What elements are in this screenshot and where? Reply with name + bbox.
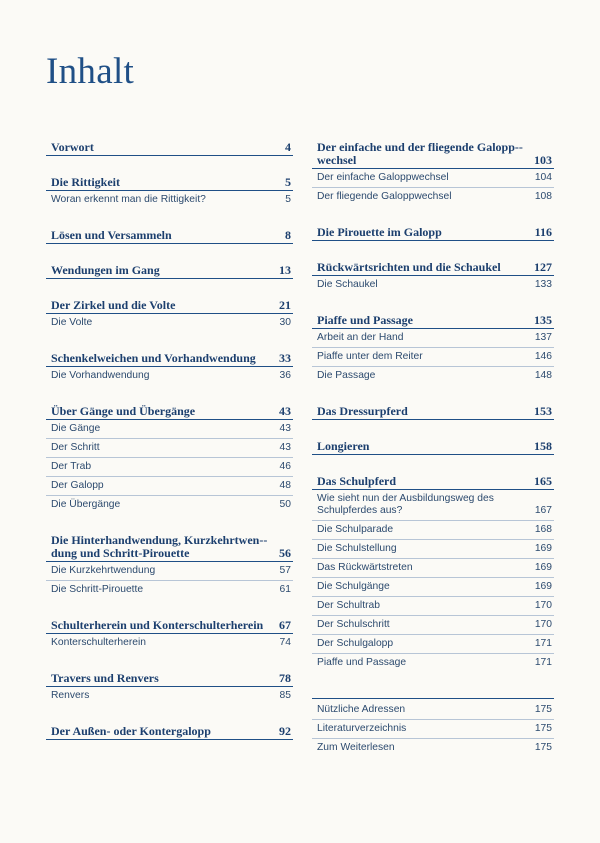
- toc-section: [312, 226, 554, 241]
- toc-chapter-title: Die Pirouette im Galopp: [317, 225, 442, 239]
- toc-subentry[interactable]: [312, 169, 554, 188]
- toc-subentry-page: 5: [285, 194, 291, 205]
- page-title: Inhalt: [46, 51, 135, 92]
- toc-chapter-title: Die Rittigkeit: [51, 175, 120, 189]
- toc-section: [46, 534, 293, 599]
- toc-subentry[interactable]: [312, 329, 554, 348]
- toc-subentry-title: Die Gänge: [51, 423, 101, 434]
- toc-chapter-title: Vorwort: [51, 140, 94, 154]
- toc-chapter-title: Über Gänge und Übergänge: [51, 404, 196, 418]
- toc-chapter-page: 8: [285, 228, 291, 242]
- toc-subentry[interactable]: [312, 654, 554, 672]
- toc-subentry-title: Die Passage: [317, 370, 376, 381]
- toc-chapter-page: 103: [534, 153, 552, 167]
- toc-section: [312, 261, 554, 294]
- toc-chapter[interactable]: [312, 405, 554, 420]
- toc-chapter-title: Schenkelweichen und Vorhandwendung: [51, 351, 256, 365]
- toc-subentry-title: Der einfache Galoppwechsel: [317, 172, 449, 183]
- toc-section: [46, 264, 293, 279]
- toc-subentry[interactable]: [312, 521, 554, 540]
- toc-subentry-page: 104: [534, 172, 552, 183]
- toc-section: [46, 352, 293, 385]
- toc-chapter-page: 43: [279, 404, 291, 418]
- toc-subentry-page: 169: [534, 562, 552, 573]
- toc-subentry[interactable]: [46, 191, 293, 209]
- toc-chapter-title: Schulterherein und Konterschulterherein: [51, 618, 264, 632]
- toc-section: [312, 141, 554, 206]
- toc-subentry-title: Arbeit an der Hand: [317, 332, 404, 343]
- toc-subentry[interactable]: [312, 276, 554, 294]
- toc-section: [46, 176, 293, 209]
- toc-subentry-title: Die Schaukel: [317, 279, 378, 290]
- toc-subentry[interactable]: [46, 439, 293, 458]
- toc-subentry-page: 171: [534, 638, 552, 649]
- toc-subentry[interactable]: [312, 635, 554, 654]
- toc-chapter-page: 165: [534, 474, 552, 488]
- toc-subentry-title: Wie sieht nun der Ausbildungsweg des Schulpferdes aus?: [317, 493, 494, 516]
- toc-subentry-title: Die Volte: [51, 317, 93, 328]
- toc-subentry-page: 43: [279, 442, 291, 453]
- toc-chapter-page: 116: [534, 225, 552, 239]
- toc-subentry[interactable]: [46, 496, 293, 514]
- toc-subentry[interactable]: [312, 578, 554, 597]
- toc-subentry-page: 30: [279, 317, 291, 328]
- toc-appendix-entry-title: Zum Weiterlesen: [317, 742, 395, 753]
- toc-subentry[interactable]: [46, 458, 293, 477]
- toc-section: [46, 725, 293, 740]
- toc-chapter[interactable]: [46, 299, 293, 314]
- toc-chapter-page: 13: [279, 263, 291, 277]
- toc-subentry-title: Der Galopp: [51, 480, 104, 491]
- toc-appendix-entry-title: Nützliche Adressen: [317, 704, 406, 715]
- toc-chapter-title: Travers und Renvers: [51, 671, 159, 685]
- toc-chapter-page: 92: [279, 724, 291, 738]
- toc-chapter-title: Die Hinterhandwendung, Kurzkehrtwen-dung und Schritt-Pirouette: [51, 533, 268, 560]
- toc-left-column: [46, 141, 293, 740]
- toc-subentry-title: Renvers: [51, 690, 90, 701]
- toc-chapter-title: Longieren: [317, 439, 370, 453]
- toc-subentry-title: Die Schritt-Pirouette: [51, 584, 144, 595]
- toc-chapter-title: Der Zirkel und die Volte: [51, 298, 176, 312]
- toc-subentry[interactable]: [312, 490, 554, 521]
- toc-subentry[interactable]: [46, 314, 293, 332]
- toc-subentry[interactable]: [312, 559, 554, 578]
- toc-subentry-title: Piaffe unter dem Reiter: [317, 351, 423, 362]
- toc-appendix-entry-title: Literaturverzeichnis: [317, 723, 407, 734]
- toc-section: [46, 229, 293, 244]
- toc-right-column: [312, 141, 554, 757]
- toc-chapter-title: Der einfache und der fliegende Galopp-wechsel: [317, 140, 523, 167]
- toc-chapter[interactable]: [46, 725, 293, 740]
- toc-subentry[interactable]: [46, 687, 293, 705]
- toc-subentry-page: 168: [534, 524, 552, 535]
- toc-subentry-title: Der Trab: [51, 461, 92, 472]
- toc-subentry-title: Die Übergänge: [51, 499, 121, 510]
- toc-subentry-page: 169: [534, 581, 552, 592]
- toc-appendix-entry[interactable]: [312, 720, 554, 739]
- toc-chapter[interactable]: [312, 261, 554, 276]
- toc-chapter-page: 56: [279, 546, 291, 560]
- toc-chapter[interactable]: [46, 405, 293, 420]
- toc-subentry-page: 74: [279, 637, 291, 648]
- toc-chapter[interactable]: [46, 176, 293, 191]
- toc-subentry-page: 50: [279, 499, 291, 510]
- toc-chapter-title: Wendungen im Gang: [51, 263, 160, 277]
- toc-section: [312, 405, 554, 420]
- toc-section: [312, 314, 554, 385]
- toc-chapter[interactable]: [312, 141, 554, 169]
- toc-subentry-page: 137: [534, 332, 552, 343]
- toc-chapter[interactable]: [46, 672, 293, 687]
- toc-subentry-page: 46: [279, 461, 291, 472]
- toc-subentry[interactable]: [46, 367, 293, 385]
- toc-subentry[interactable]: [46, 634, 293, 652]
- toc-subentry-title: Das Rückwärtstreten: [317, 562, 413, 573]
- toc-subentry-title: Die Schulstellung: [317, 543, 397, 554]
- toc-subentry[interactable]: [46, 420, 293, 439]
- toc-appendix-entry[interactable]: [312, 701, 554, 720]
- toc-chapter-page: 5: [285, 175, 291, 189]
- toc-subentry-title: Konterschulterherein: [51, 637, 147, 648]
- toc-subentry-page: 85: [279, 690, 291, 701]
- toc-subentry[interactable]: [46, 477, 293, 496]
- toc-subentry-title: Piaffe und Passage: [317, 657, 407, 668]
- toc-appendix-entry-page: 175: [534, 704, 552, 715]
- toc-appendix-entry-page: 175: [534, 723, 552, 734]
- toc-subentry-title: Woran erkennt man die Rittigkeit?: [51, 194, 206, 205]
- toc-subentry-page: 36: [279, 370, 291, 381]
- toc-section: [46, 141, 293, 156]
- toc-subentry[interactable]: [312, 367, 554, 385]
- toc-chapter-page: 78: [279, 671, 291, 685]
- toc-chapter[interactable]: [46, 534, 293, 562]
- toc-subentry-page: 108: [534, 191, 552, 202]
- toc-chapter[interactable]: [312, 314, 554, 329]
- toc-subentry[interactable]: [312, 540, 554, 559]
- toc-subentry[interactable]: [312, 348, 554, 367]
- toc-chapter-title: Rückwärtsrichten und die Schaukel: [317, 260, 501, 274]
- toc-chapter-page: 33: [279, 351, 291, 365]
- toc-subentry-title: Der Schultrab: [317, 600, 380, 611]
- toc-chapter[interactable]: [46, 264, 293, 279]
- toc-chapter-title: Der Außen- oder Kontergalopp: [51, 724, 211, 738]
- toc-chapter[interactable]: [312, 226, 554, 241]
- toc-chapter[interactable]: [46, 352, 293, 367]
- toc-chapter-title: Lösen und Versammeln: [51, 228, 172, 242]
- toc-subentry[interactable]: [312, 188, 554, 206]
- toc-chapter[interactable]: [312, 440, 554, 455]
- toc-chapter-page: 158: [534, 439, 552, 453]
- toc-subentry-title: Die Schulgänge: [317, 581, 390, 592]
- toc-subentry-page: 148: [534, 370, 552, 381]
- toc-subentry-title: Der Schulgalopp: [317, 638, 394, 649]
- toc-chapter-page: 135: [534, 313, 552, 327]
- toc-chapter[interactable]: [46, 229, 293, 244]
- toc-subentry[interactable]: [312, 616, 554, 635]
- toc-chapter-page: 153: [534, 404, 552, 418]
- toc-section: [312, 440, 554, 455]
- toc-appendix-entry[interactable]: [312, 739, 554, 757]
- toc-chapter-page: 127: [534, 260, 552, 274]
- toc-subentry-page: 171: [534, 657, 552, 668]
- toc-chapter[interactable]: [46, 141, 293, 156]
- toc-subentry-title: Der Schritt: [51, 442, 100, 453]
- toc-subentry[interactable]: [46, 581, 293, 599]
- toc-subentry-page: 61: [279, 584, 291, 595]
- toc-subentry[interactable]: [312, 597, 554, 616]
- toc-chapter-title: Piaffe und Passage: [317, 313, 413, 327]
- toc-subentry-title: Der fliegende Galoppwechsel: [317, 191, 452, 202]
- toc-subentry-title: Der Schulschritt: [317, 619, 390, 630]
- toc-chapter-page: 4: [285, 140, 291, 154]
- toc-subentry-page: 169: [534, 543, 552, 554]
- toc-subentry[interactable]: [46, 562, 293, 581]
- toc-subentry-page: 170: [534, 600, 552, 611]
- toc-section: [312, 475, 554, 672]
- toc-chapter-page: 67: [279, 618, 291, 632]
- toc-section: [46, 619, 293, 652]
- toc-subentry-title: Die Kurzkehrtwendung: [51, 565, 156, 576]
- toc-subentry-page: 167: [534, 505, 552, 516]
- toc-subentry-page: 133: [534, 279, 552, 290]
- toc-subentry-page: 48: [279, 480, 291, 491]
- toc-subentry-page: 170: [534, 619, 552, 630]
- toc-appendix: [312, 698, 554, 757]
- toc-subentry-title: Die Schulparade: [317, 524, 394, 535]
- toc-section: [46, 672, 293, 705]
- toc-chapter[interactable]: [312, 475, 554, 490]
- toc-subentry-title: Die Vorhandwendung: [51, 370, 150, 381]
- toc-chapter-title: Das Dressurpferd: [317, 404, 408, 418]
- toc-chapter[interactable]: [46, 619, 293, 634]
- toc-section: [46, 299, 293, 332]
- toc-chapter-page: 21: [279, 298, 291, 312]
- toc-subentry-page: 57: [279, 565, 291, 576]
- toc-subentry-page: 146: [534, 351, 552, 362]
- toc-chapter-title: Das Schulpferd: [317, 474, 397, 488]
- toc-section: [46, 405, 293, 514]
- toc-appendix-entry-page: 175: [534, 742, 552, 753]
- toc-subentry-page: 43: [279, 423, 291, 434]
